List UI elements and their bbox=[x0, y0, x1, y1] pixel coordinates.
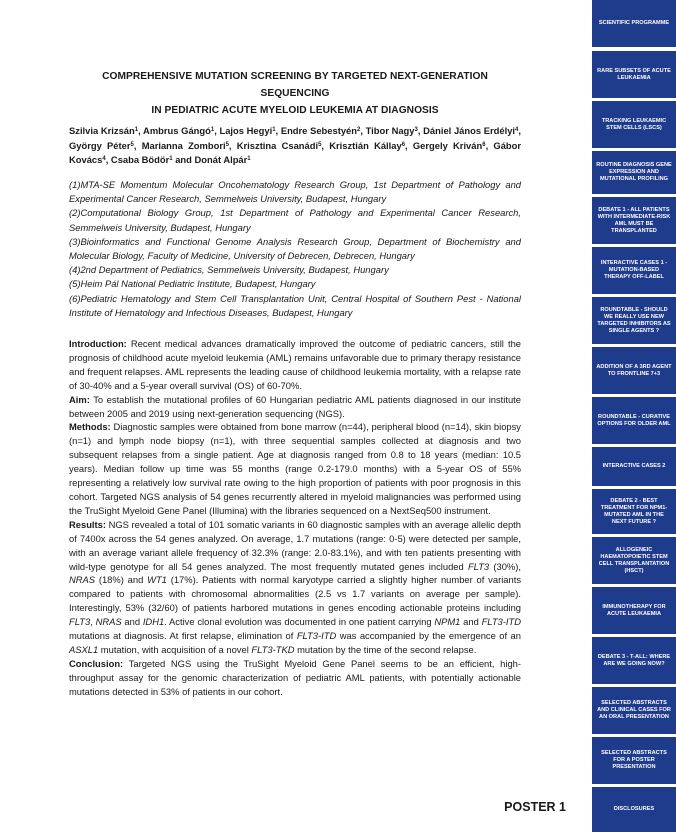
affiliation-6: (6)Pediatric Hematology and Stem Cell Transplantation Unit, Central Hospital of Southern Pest - National Institute of Hematology and Infectious Diseases, Budapest, Hungary bbox=[69, 292, 521, 318]
nav-immunotherapy[interactable]: IMMUNOTHERAPY FOR ACUTE LEUKAEMIA bbox=[592, 587, 676, 634]
affiliation-3: (3)Bioinformatics and Functional Genome Analysis Research Group, Department of Biochemistry and Molecular Biology, Faculty of Medicine, University of Debrecen, Debrecen, Hungary bbox=[69, 235, 521, 262]
abstract-body bbox=[69, 337, 521, 699]
aim-label: Aim: bbox=[69, 393, 90, 405]
nav-poster-abstracts[interactable]: SELECTED ABSTRACTS FOR A POSTER PRESENTATION bbox=[592, 737, 676, 784]
gene-name: NRAS bbox=[95, 616, 122, 628]
results-text: (18%) and bbox=[95, 574, 148, 586]
affiliation-list bbox=[69, 178, 521, 320]
conclusion-label: Conclusion: bbox=[69, 657, 124, 669]
nav-debate-2[interactable]: DEBATE 2 - BEST TREATMENT FOR NPM1-MUTATED AML IN THE NEXT FUTURE ? bbox=[592, 489, 676, 534]
author bbox=[195, 154, 251, 165]
gene-name: FLT3-ITD bbox=[481, 616, 521, 628]
nav-roundtable-older-aml[interactable]: ROUNDTABLE - CURATIVE OPTIONS FOR OLDER AML bbox=[592, 397, 676, 444]
introduction-paragraph bbox=[69, 337, 521, 393]
results-text: mutation, with acquisition of a novel bbox=[98, 643, 252, 655]
author-affiliation-number: 6 bbox=[482, 141, 486, 148]
results-text: , bbox=[90, 616, 96, 628]
affiliation-2: (2)Computational Biology Group, 1st Department of Pathology and Experimental Cancer Research, Semmelweis University, Budapest, Hungary bbox=[69, 207, 521, 233]
author-name: Ambrus Gángó bbox=[143, 125, 211, 136]
results-text: (17%). Patients with normal karyotype carried a slightly higher number of variants compared to patients with chromosomal abnormalities (2.5 vs 1.7 variants on average per sample). Interestingly, 53% (32/60) of patients harbored mutations in genes encoding actionable proteins including bbox=[69, 574, 522, 614]
affiliation-5: (5)Heim Pál National Pediatric Institute, Budapest, Hungary bbox=[69, 278, 316, 290]
nav-tracking-lscs[interactable]: TRACKING LEUKAEMIC STEM CELLS (LSCS) bbox=[592, 101, 676, 148]
author-name: Dániel János Erdélyi bbox=[423, 125, 516, 136]
results-paragraph bbox=[69, 518, 521, 657]
author-name: Marianna Zombori bbox=[141, 139, 226, 151]
gene-name: ASXL1 bbox=[69, 643, 99, 655]
gene-name: FLT3 bbox=[69, 616, 91, 628]
author-name: György Péter bbox=[69, 139, 131, 151]
nav-rare-subsets[interactable]: RARE SUBSETS OF ACUTE LEUKAEMIA bbox=[592, 51, 676, 98]
author-name: Szilvia Krizsán bbox=[69, 125, 135, 136]
nav-routine-diagnosis[interactable]: ROUTINE DIAGNOSIS GENE EXPRESSION AND MUTATIONAL PROFILING bbox=[592, 151, 676, 194]
results-text: mutation by the time of the second relapse. bbox=[294, 643, 477, 655]
results-text: NGS revealed a total of 101 somatic variants in 60 diagnostic samples with an average allelic depth of 7400x across the 54 genes analyzed. On average, 1.7 mutations (range: 0-5) were detected per sample, with an average variant allele frequency of 32.3% (range: 2.0-83.1%), and with ten patients presenting with wild-type genotype for all 54 genes analyzed. The most frequently mutated genes included bbox=[69, 518, 521, 572]
title-line-2: IN PEDIATRIC ACUTE MYELOID LEUKEMIA AT DIAGNOSIS bbox=[151, 105, 439, 116]
results-text: . Active clonal evolution was documented in one patient carrying bbox=[164, 616, 435, 628]
title-line-1: COMPREHENSIVE MUTATION SCREENING BY TARGETED NEXT-GENERATION SEQUENCING bbox=[102, 71, 488, 99]
author bbox=[237, 140, 322, 151]
gene-name: WT1 bbox=[147, 574, 167, 586]
author bbox=[329, 140, 405, 151]
author-name: Donát Alpár bbox=[194, 154, 248, 165]
author bbox=[143, 125, 214, 136]
affiliation-4: (4)2nd Department of Pediatrics, Semmelweis University, Budapest, Hungary bbox=[69, 264, 389, 276]
nav-disclosures[interactable]: DISCLOSURES bbox=[592, 787, 676, 832]
author-name: Lajos Hegyi bbox=[219, 125, 273, 136]
nav-debate-3[interactable]: DEBATE 3 - T-ALL: WHERE ARE WE GOING NOW? bbox=[592, 637, 676, 684]
author-affiliation-number: 4 bbox=[102, 156, 106, 162]
section-navigation-sidebar bbox=[592, 0, 676, 832]
author-affiliation-number: 1 bbox=[272, 127, 276, 133]
conclusion-text: Targeted NGS using the TruSight Myeloid Gene Panel seems to be an efficient, high-throughput assay for the genomic characterization of pediatric AML patients, with potentially actionable mutations detected in 53% of patients in our cohort. bbox=[69, 657, 521, 697]
results-text: and bbox=[121, 616, 143, 628]
author-affiliation-number: 1 bbox=[134, 127, 139, 133]
author-affiliation-number: 1 bbox=[169, 156, 173, 162]
poster-number-label: POSTER 1 bbox=[504, 800, 566, 814]
conclusion-paragraph bbox=[69, 657, 521, 699]
nav-third-agent[interactable]: ADDITION OF A 3RD AGENT TO FRONTLINE 7+3 bbox=[592, 347, 676, 394]
author-name: Krisztina Csanádi bbox=[236, 139, 319, 151]
results-text: and bbox=[460, 616, 482, 628]
nav-oral-abstracts[interactable]: SELECTED ABSTRACTS AND CLINICAL CASES FOR AN ORAL PRESENTATION bbox=[592, 687, 676, 734]
results-label: Results: bbox=[69, 518, 106, 530]
nav-allogeneic-hsct[interactable]: ALLOGENEIC HAEMATOPOIETIC STEM CELL TRANSPLANTATION (HSCT) bbox=[592, 537, 676, 584]
author-affiliation-number: 6 bbox=[401, 141, 406, 148]
author-affiliation-number: 1 bbox=[210, 127, 215, 133]
nav-interactive-cases-2[interactable]: INTERACTIVE CASES 2 bbox=[592, 447, 676, 486]
gene-name: FLT3 bbox=[467, 560, 490, 572]
results-text: was accompanied by the emergence of an bbox=[336, 630, 521, 642]
results-text: (30%), bbox=[489, 560, 521, 572]
author bbox=[366, 125, 418, 136]
author bbox=[423, 125, 518, 136]
author bbox=[111, 154, 173, 165]
author-affiliation-number: 5 bbox=[225, 141, 229, 148]
author-name: Gergely Kriván bbox=[412, 139, 483, 151]
author-name: Csaba Bödör bbox=[110, 154, 170, 165]
gene-name: NRAS bbox=[69, 574, 96, 586]
author-list: Szilvia Krizsán$^1$, Ambrus Gángó$^1$, Lajos Hegyi$^1$, Endre Sebestyén$^2$, Tibor Nagy$^3$, Dániel János Erdélyi$^4$, György Péter$^5$, Marianna Zombori$^5$, Krisztina Csanádi$^5$, Krisztián Kállay$^6$, Gergely Kriván$^6$, Gábor Kovács$^4$, Csaba Bödör$^1$ and Donát Alpár$^1$ bbox=[69, 125, 522, 165]
author-affiliation-number: 4 bbox=[515, 127, 519, 133]
nav-roundtable-inhibitors[interactable]: ROUNDTABLE - SHOULD WE REALLY USE NEW TARGETED INHIBITORS AS SINGLE AGENTS ? bbox=[592, 297, 676, 344]
author bbox=[219, 125, 275, 136]
author-name: Gábor Kovács bbox=[69, 139, 522, 165]
aim-paragraph bbox=[69, 393, 521, 421]
methods-paragraph bbox=[69, 420, 521, 517]
methods-text: Diagnostic samples were obtained from bone marrow (n=44), peripheral blood (n=14), skin biopsy (n=1) and lymph node biopsy (n=1), with three sequential samples collected at diagnosis and two subsequent relapses from a single patient. Age at diagnosis ranged from 0.8 to 18 years (median: 10.5 years). Median follow up time was 55 months (range 0.2-179.0 months) with a 5-year OS of 55% representing a relatively low survival rate owing to the high proportion of patients with poor prognosis in this cohort. Targeted NGS analysis of 54 genes recurrently altered in myeloid malignancies was performed using the TruSight Myeloid Gene Panel (Illumina) with the libraries sequenced on a NextSeq500 instrument. bbox=[69, 421, 521, 516]
gene-name: FLT3-TKD bbox=[251, 643, 295, 655]
author-name: Tibor Nagy bbox=[365, 125, 415, 136]
nav-interactive-cases-1[interactable]: INTERACTIVE CASES 1 - MUTATION-BASED THERAPY OFF-LABEL bbox=[592, 247, 676, 294]
nav-scientific-programme[interactable]: SCIENTIFIC PROGRAMME bbox=[592, 0, 676, 47]
author-affiliation-number: 5 bbox=[130, 141, 134, 148]
author bbox=[69, 125, 138, 136]
gene-name: FLT3-ITD bbox=[296, 630, 337, 642]
author bbox=[413, 140, 486, 151]
nav-debate-1[interactable]: DEBATE 1 - ALL PATIENTS WITH INTERMEDIATE-RISK AML MUST BE TRANSPLANTED bbox=[592, 197, 676, 244]
gene-name: IDH1 bbox=[142, 616, 165, 628]
introduction-label: Introduction: bbox=[69, 338, 127, 349]
author bbox=[142, 140, 229, 151]
author bbox=[69, 140, 134, 151]
aim-text: To establish the mutational profiles of 60 Hungarian pediatric AML patients diagnosed in our institute between 2005 and 2019 using next-generation sequencing (NGS). bbox=[69, 393, 521, 419]
introduction-text: Recent medical advances dramatically improved the outcome of pediatric cancers, still the prognosis of childhood acute myeloid leukemia (AML) remains unfavorable due to primary therapy resistance and frequent relapses. AML represents the leading cause of childhood leukemia mortality, with a relapse rate of 30-40% and a 5-year overall survival (OS) of 60-70%. bbox=[69, 338, 521, 391]
methods-label: Methods: bbox=[69, 421, 111, 433]
author-affiliation-number: 1 bbox=[247, 156, 251, 162]
gene-name: NPM1 bbox=[434, 616, 461, 628]
author-name: Endre Sebestyén bbox=[280, 125, 357, 136]
author-name: Krisztián Kállay bbox=[329, 139, 402, 151]
author-affiliation-number: 5 bbox=[318, 141, 322, 148]
author-affiliation-number: 3 bbox=[414, 127, 418, 133]
author-affiliation-number: 2 bbox=[356, 127, 361, 133]
affiliation-1: (1)MTA-SE Momentum Molecular Oncohematology Research Group, 1st Department of Pathology and Experimental Cancer Research, Semmelweis University, Budapest, Hungary bbox=[69, 179, 521, 205]
results-text: mutations at diagnosis. At first relapse, elimination of bbox=[69, 630, 297, 642]
author bbox=[281, 125, 361, 136]
paper-title bbox=[69, 68, 521, 119]
